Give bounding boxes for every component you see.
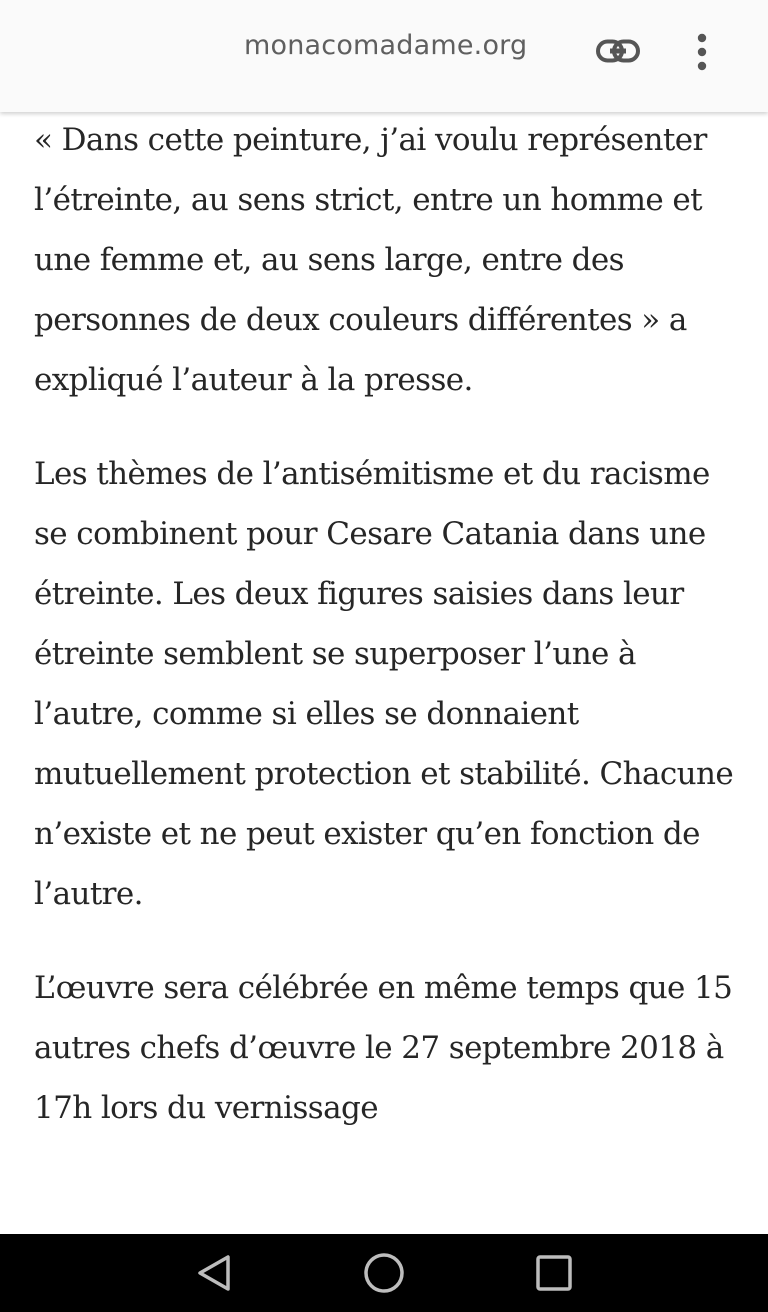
url-domain[interactable]: monacomadame.org (244, 30, 528, 61)
article-body (34, 110, 734, 1234)
home-icon (362, 1251, 406, 1295)
back-icon (194, 1253, 234, 1293)
article-paragraph: Les thèmes de l’antisémitisme et du racisme se combinent pour Cesare Catania dans une étreinte. Les deux figures saisies dans leur étreinte semblent se superposer l’une à l’autre, comme si elles se donnaient mutuellement protection et stabilité. Chacune n’existe et ne peut exister qu’en fonction de l’autre. (34, 456, 734, 912)
back-button[interactable] (184, 1248, 244, 1298)
article-paragraph: L’œuvre sera célébrée en même temps que 15 autres chefs d’œuvre le 27 septembre 2018 à 17h lors du vernissage (34, 970, 733, 1126)
recent-apps-button[interactable] (524, 1248, 584, 1298)
recent-apps-icon (534, 1253, 574, 1293)
article-paragraph: « Dans cette peinture, j’ai voulu représenter l’étreinte, au sens strict, entre un homme et une femme et, au sens large, entre des personnes de deux couleurs différentes » a expliqué l’auteur à la presse. (34, 122, 707, 398)
browser-toolbar (0, 0, 768, 112)
home-button[interactable] (354, 1248, 414, 1298)
system-navigation-bar (0, 1234, 768, 1312)
link-icon (596, 39, 640, 63)
more-options-button[interactable] (680, 24, 724, 80)
more-vert-icon (696, 33, 708, 71)
copy-link-button[interactable] (590, 28, 646, 74)
